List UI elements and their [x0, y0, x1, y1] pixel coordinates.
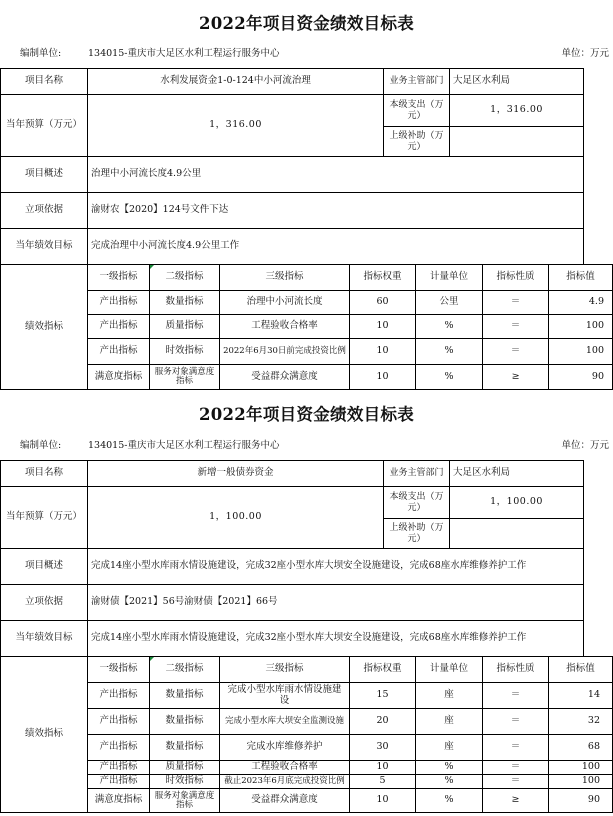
- unit-name: 134015-重庆市大足区水利工程运行服务中心: [88, 440, 280, 451]
- table-row: [1, 365, 613, 390]
- header-level2: 二级指标: [150, 265, 220, 291]
- budget-total-value: 1，316.00: [88, 95, 384, 157]
- row-level2: 时效指标: [150, 339, 220, 365]
- row-level3: 工程验收合格率: [220, 761, 350, 775]
- table-row: [1, 683, 613, 709]
- budget-label: 当年预算（万元）: [1, 95, 88, 157]
- header-value: 指标值: [549, 657, 613, 683]
- header-unit: 计量单位: [416, 657, 483, 683]
- unit-label: 编制单位:: [20, 440, 62, 451]
- row-value: 68: [549, 735, 613, 761]
- header-weight: 指标权重: [350, 657, 416, 683]
- overview-label: 项目概述: [1, 157, 88, 193]
- row-weight: 15: [350, 683, 416, 709]
- header-level1: 一级指标: [88, 657, 150, 683]
- row-level2: 数量指标: [150, 683, 220, 709]
- row-nature: ＝: [483, 291, 549, 315]
- header-weight: 指标权重: [350, 265, 416, 291]
- row-weight: 30: [350, 735, 416, 761]
- row-weight: 10: [350, 315, 416, 339]
- row-nature: ＝: [483, 315, 549, 339]
- row-value: 32: [549, 709, 613, 735]
- budget-total-value: 1，100.00: [88, 487, 384, 549]
- row-level2: 服务对象满意度指标: [150, 365, 220, 390]
- basis-label: 立项依据: [1, 193, 88, 229]
- row-weight: 5: [350, 775, 416, 789]
- form-meta: [0, 437, 613, 453]
- row-nature: ＝: [483, 735, 549, 761]
- table-row: [1, 789, 613, 813]
- row-value: 90: [549, 789, 613, 813]
- local-expense-label: 本级支出（万元）: [384, 487, 450, 519]
- row-unit: 座: [416, 683, 483, 709]
- row-value: 100: [549, 315, 613, 339]
- performance-table: [0, 68, 613, 390]
- overview-value: 治理中小河流长度4.9公里: [88, 157, 584, 193]
- row-level3: 治理中小河流长度: [220, 291, 350, 315]
- department-value: 大足区水利局: [450, 69, 584, 95]
- row-unit: %: [416, 365, 483, 390]
- row-unit: %: [416, 761, 483, 775]
- indicators-label: 绩效指标: [1, 265, 88, 390]
- performance-table: [0, 460, 613, 813]
- row-level2: 数量指标: [150, 735, 220, 761]
- project-name-value: 新增一般债券资金: [88, 461, 384, 487]
- local-expense-label: 本级支出（万元）: [384, 95, 450, 127]
- row-level1: 满意度指标: [88, 365, 150, 390]
- row-unit: %: [416, 789, 483, 813]
- row-level2: 数量指标: [150, 291, 220, 315]
- performance-form-1: [0, 0, 613, 392]
- row-weight: 10: [350, 761, 416, 775]
- table-row: [1, 291, 613, 315]
- row-nature: ＝: [483, 761, 549, 775]
- row-unit: 座: [416, 709, 483, 735]
- row-level3: 完成小型水库大坝安全监测设施: [220, 709, 350, 735]
- row-value: 100: [549, 761, 613, 775]
- row-value: 90: [549, 365, 613, 390]
- row-unit: %: [416, 775, 483, 789]
- header-nature: 指标性质: [483, 265, 549, 291]
- annual-goal-label: 当年绩效目标: [1, 229, 88, 265]
- annual-goal-value: 完成治理中小河流长度4.9公里工作: [88, 229, 584, 265]
- row-level1: 产出指标: [88, 339, 150, 365]
- header-unit: 计量单位: [416, 265, 483, 291]
- indicators-label: 绩效指标: [1, 657, 88, 813]
- row-weight: 10: [350, 365, 416, 390]
- department-label: 业务主管部门: [384, 69, 450, 95]
- row-level1: 产出指标: [88, 775, 150, 789]
- row-nature: ＝: [483, 339, 549, 365]
- row-level3: 2022年6月30日前完成投资比例: [220, 339, 350, 365]
- row-value: 100: [549, 775, 613, 789]
- row-nature: ＝: [483, 775, 549, 789]
- row-level2: 数量指标: [150, 709, 220, 735]
- row-nature: ＝: [483, 709, 549, 735]
- row-level1: 产出指标: [88, 291, 150, 315]
- unit-name: 134015-重庆市大足区水利工程运行服务中心: [88, 48, 280, 59]
- row-unit: 公里: [416, 291, 483, 315]
- superior-subsidy-value: [450, 519, 584, 549]
- basis-value: 渝财债【2021】56号渝财债【2021】66号: [88, 585, 584, 621]
- performance-form-2: [0, 392, 613, 816]
- row-level1: 产出指标: [88, 315, 150, 339]
- row-weight: 60: [350, 291, 416, 315]
- form-title: 2022年项目资金绩效目标表: [198, 14, 415, 33]
- basis-label: 立项依据: [1, 585, 88, 621]
- currency-unit: 单位：万元: [561, 440, 609, 451]
- row-weight: 20: [350, 709, 416, 735]
- currency-unit: 单位：万元: [561, 48, 609, 59]
- project-name-value: 水利发展资金1-0-124中小河流治理: [88, 69, 384, 95]
- header-level3: 三级指标: [220, 265, 350, 291]
- local-expense-value: 1，316.00: [450, 95, 584, 127]
- superior-subsidy-label: 上级补助（万元）: [384, 127, 450, 157]
- row-level1: 产出指标: [88, 683, 150, 709]
- row-level3: 完成小型水库雨水情设施建设: [220, 683, 350, 709]
- row-nature: ＝: [483, 683, 549, 709]
- header-level1: 一级指标: [88, 265, 150, 291]
- row-level3: 截止2023年6月底完成投资比例: [220, 775, 350, 789]
- row-level2: 质量指标: [150, 315, 220, 339]
- row-value: 4.9: [549, 291, 613, 315]
- annual-goal-value: 完成14座小型水库雨水情设施建设，完成32座小型水库大坝安全设施建设，完成68座水库维修养护工作: [88, 621, 584, 657]
- superior-subsidy-value: [450, 127, 584, 157]
- header-level3: 三级指标: [220, 657, 350, 683]
- row-nature: ≥: [483, 365, 549, 390]
- form-meta: [0, 45, 613, 61]
- table-row: [1, 339, 613, 365]
- row-unit: 座: [416, 735, 483, 761]
- header-nature: 指标性质: [483, 657, 549, 683]
- department-value: 大足区水利局: [450, 461, 584, 487]
- basis-value: 渝财农【2020】124号文件下达: [88, 193, 584, 229]
- project-name-label: 项目名称: [1, 69, 88, 95]
- row-level3: 受益群众满意度: [220, 365, 350, 390]
- row-value: 14: [549, 683, 613, 709]
- local-expense-value: 1，100.00: [450, 487, 584, 519]
- form-title: 2022年项目资金绩效目标表: [198, 405, 415, 424]
- table-row: [1, 709, 613, 735]
- overview-label: 项目概述: [1, 549, 88, 585]
- row-level1: 满意度指标: [88, 789, 150, 813]
- header-value: 指标值: [549, 265, 613, 291]
- table-row: [1, 761, 613, 775]
- row-value: 100: [549, 339, 613, 365]
- row-weight: 10: [350, 339, 416, 365]
- project-name-label: 项目名称: [1, 461, 88, 487]
- row-unit: %: [416, 339, 483, 365]
- unit-label: 编制单位:: [20, 48, 62, 59]
- row-level1: 产出指标: [88, 735, 150, 761]
- table-row: [1, 735, 613, 761]
- row-level2: 时效指标: [150, 775, 220, 789]
- row-level2: 质量指标: [150, 761, 220, 775]
- annual-goal-label: 当年绩效目标: [1, 621, 88, 657]
- row-level1: 产出指标: [88, 761, 150, 775]
- overview-value: 完成14座小型水库雨水情设施建设，完成32座小型水库大坝安全设施建设，完成68座水库维修养护工作: [88, 549, 584, 585]
- row-level3: 工程验收合格率: [220, 315, 350, 339]
- row-level2: 服务对象满意度指标: [150, 789, 220, 813]
- row-weight: 10: [350, 789, 416, 813]
- budget-label: 当年预算（万元）: [1, 487, 88, 549]
- row-level3: 受益群众满意度: [220, 789, 350, 813]
- row-nature: ≥: [483, 789, 549, 813]
- row-level1: 产出指标: [88, 709, 150, 735]
- row-level3: 完成水库维修养护: [220, 735, 350, 761]
- table-row: [1, 775, 613, 789]
- header-level2: 二级指标: [150, 657, 220, 683]
- table-row: [1, 315, 613, 339]
- department-label: 业务主管部门: [384, 461, 450, 487]
- row-unit: %: [416, 315, 483, 339]
- superior-subsidy-label: 上级补助（万元）: [384, 519, 450, 549]
